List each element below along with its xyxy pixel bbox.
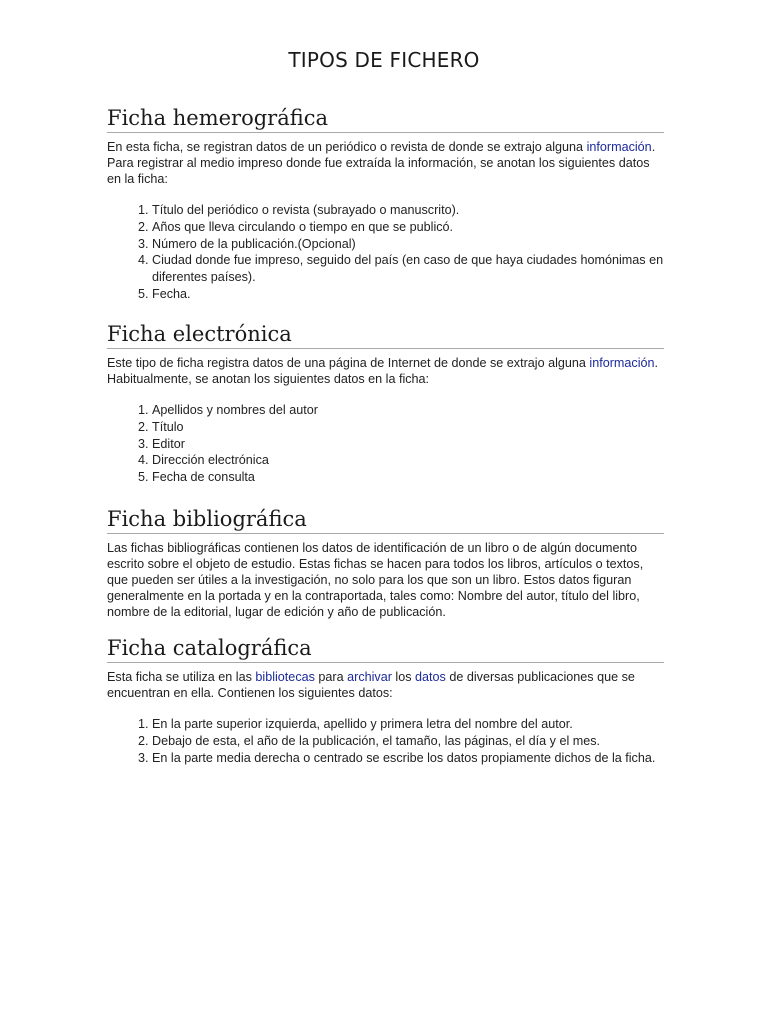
- list-item: 5. Fecha de consulta: [152, 469, 664, 486]
- paragraph-text: los: [391, 670, 416, 684]
- datos-link[interactable]: datos: [415, 670, 446, 684]
- list-item: 2. Años que lleva circulando o tiempo en que se publicó.: [152, 219, 664, 236]
- paragraph-text: Este tipo de ficha registra datos de una página de Internet de donde se extrajo alguna: [107, 356, 590, 370]
- list-item: 4. Ciudad donde fue impreso, seguido del país (en caso de que haya ciudades homónimas en diferentes países).: [152, 252, 664, 286]
- section-paragraph: [107, 139, 664, 187]
- section-bibliografica: [107, 506, 664, 620]
- data-list: [107, 716, 664, 766]
- bibliotecas-link[interactable]: bibliotecas: [255, 670, 315, 684]
- list-item: 1. En la parte superior izquierda, apellido y primera letra del nombre del autor.: [152, 716, 664, 733]
- list-item: 1. Apellidos y nombres del autor: [152, 402, 664, 419]
- list-item: 5. Fecha.: [152, 286, 664, 303]
- archivar-link[interactable]: archivar: [347, 670, 392, 684]
- list-item: 2. Título: [152, 419, 664, 436]
- informacion-link[interactable]: información: [586, 140, 652, 154]
- section-catalografica: [107, 635, 664, 766]
- data-list: [107, 202, 664, 303]
- list-item: 1. Título del periódico o revista (subrayado o manuscrito).: [152, 202, 664, 219]
- paragraph-text: . Para registrar al medio impreso donde fue extraída la información, se anotan los siguientes datos en la ficha:: [107, 140, 656, 186]
- section-heading: Ficha hemerográfica: [107, 105, 664, 133]
- informacion-link[interactable]: información: [589, 356, 655, 370]
- list-item: 2. Debajo de esta, el año de la publicación, el tamaño, las páginas, el día y el mes.: [152, 733, 664, 750]
- data-list: [107, 402, 664, 486]
- document-title: TIPOS DE FICHERO: [288, 48, 480, 72]
- section-heading: Ficha bibliográfica: [107, 506, 664, 534]
- paragraph-text: de diversas publicaciones que se encuentran en ella. Contienen los siguientes datos:: [107, 670, 635, 700]
- paragraph-text: En esta ficha, se registran datos de un periódico o revista de donde se extrajo alguna: [107, 140, 587, 154]
- section-hemerografica: [107, 105, 664, 303]
- paragraph-text: . Habitualmente, se anotan los siguientes datos en la ficha:: [107, 356, 659, 386]
- list-item: 4. Dirección electrónica: [152, 452, 664, 469]
- paragraph-text: Esta ficha se utiliza en las: [107, 670, 256, 684]
- list-item: 3. Número de la publicación.(Opcional): [152, 236, 664, 253]
- list-item: 3. Editor: [152, 436, 664, 453]
- section-paragraph: [107, 355, 664, 387]
- paragraph-text: para: [314, 670, 348, 684]
- list-item: 3. En la parte media derecha o centrado se escribe los datos propiamente dichos de la ficha.: [152, 750, 664, 767]
- section-heading: Ficha electrónica: [107, 321, 664, 349]
- section-paragraph: Las fichas bibliográficas contienen los datos de identificación de un libro o de algún documento escrito sobre el objeto de estudio. Estas fichas se hacen para todos los libros, artículos o textos, que pueden ser útiles a la investigación, no solo para los que son un libro. Estos datos figuran generalmente en la portada y en la contraportada, tales como: Nombre del autor, título del libro, nombre de la editorial, lugar de edición y año de publicación.: [107, 541, 644, 619]
- section-heading: Ficha catalográfica: [107, 635, 664, 663]
- section-paragraph: [107, 669, 664, 701]
- section-electronica: [107, 321, 664, 486]
